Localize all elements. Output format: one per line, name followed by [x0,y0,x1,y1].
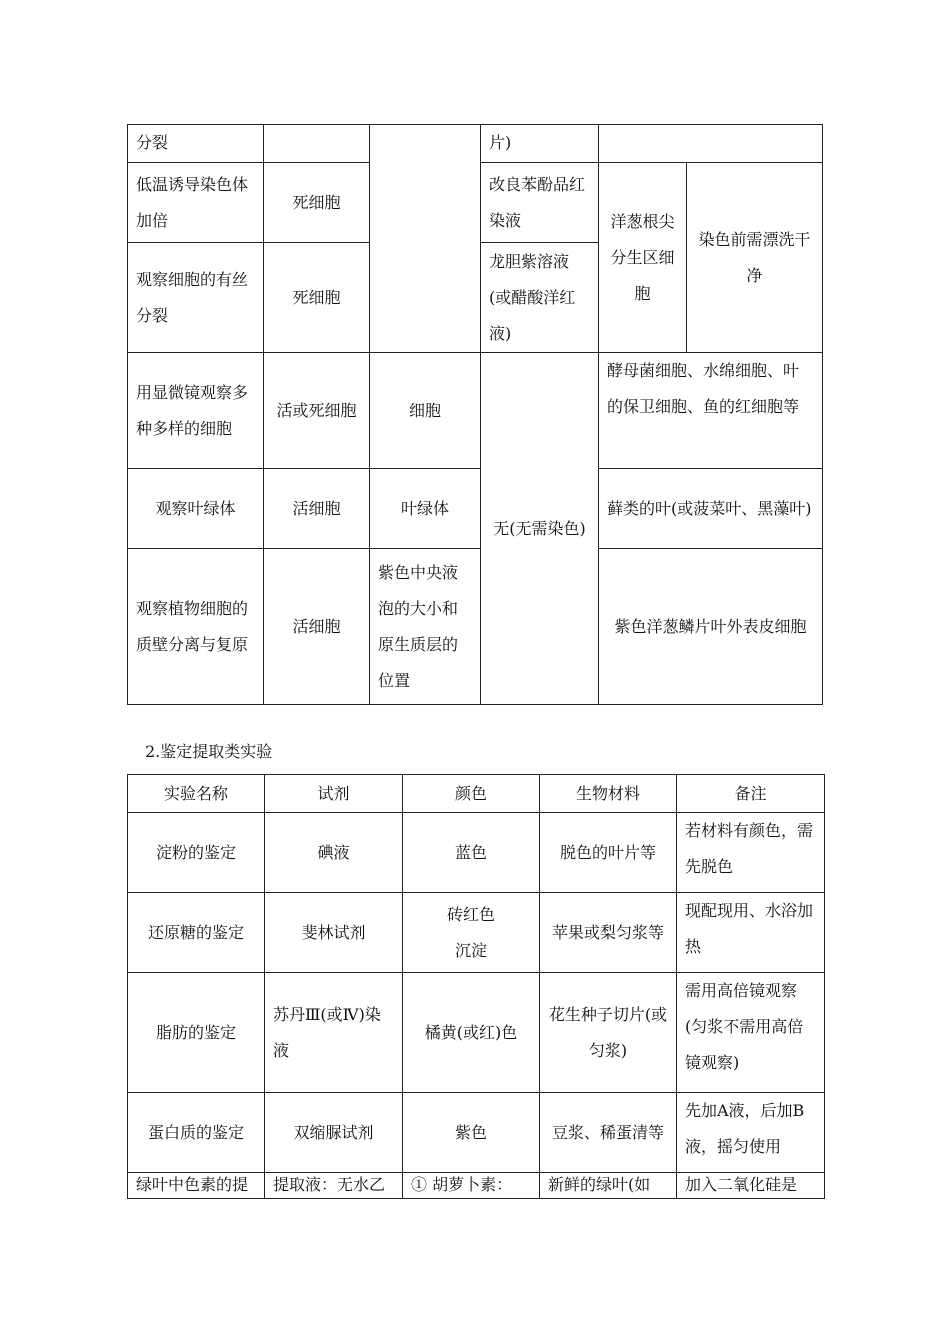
bio-material-cell: 紫色洋葱鳞片叶外表皮细胞 [599,549,823,705]
reagent-cell: 碘液 [265,813,403,893]
header-name: 实验名称 [128,775,265,813]
cell-state-cell: 死细胞 [264,163,370,243]
header-note: 备注 [677,775,825,813]
table-header-row [128,775,825,813]
note-cell: 染色前需漂洗干净 [687,163,823,353]
table-row [128,353,823,469]
bio-material-cell: 酵母菌细胞、水绵细胞、叶的保卫细胞、鱼的红细胞等 [599,353,823,469]
experiment-name-cell: 脂肪的鉴定 [128,973,265,1093]
color-cell: 砖红色沉淀 [403,893,540,973]
reagent-cell: 苏丹Ⅲ(或Ⅳ)染液 [265,973,403,1093]
experiment-name-cell: 用显微镜观察多种多样的细胞 [128,353,264,469]
table-row [128,813,825,893]
experiment-name-cell: 观察细胞的有丝分裂 [128,243,264,353]
reagent-cell: 斐林试剂 [265,893,403,973]
table-row [128,549,823,705]
cell-state-cell: 活细胞 [264,549,370,705]
note-cell: 先加A液，后加B液，摇匀使用 [677,1093,825,1173]
empty-cell [370,125,481,353]
cell-state-cell: 活或死细胞 [264,353,370,469]
header-bio-material: 生物材料 [540,775,677,813]
cell-state-cell: 死细胞 [264,243,370,353]
header-color: 颜色 [403,775,540,813]
note-cell: 若材料有颜色，需先脱色 [677,813,825,893]
empty-cell [264,125,370,163]
reagent-cell: 双缩脲试剂 [265,1093,403,1173]
experiment-name-cell: 分裂 [128,125,264,163]
table-row [128,893,825,973]
experiment-name-cell: 蛋白质的鉴定 [128,1093,265,1173]
color-cell: 紫色 [403,1093,540,1173]
experiment-name-cell: 还原糖的鉴定 [128,893,265,973]
reagent-cell: 提取液：无水乙 [265,1173,403,1199]
bio-material-cell: 新鲜的绿叶(如 [540,1173,677,1199]
observed-object-cell: 叶绿体 [370,469,481,549]
note-cell: 现配现用、水浴加热 [677,893,825,973]
table-row [128,469,823,549]
section-heading: 2.鉴定提取类实验 [145,742,273,761]
reagent-cell: 片) [481,125,599,163]
table-row [128,973,825,1093]
observed-object-cell: 细胞 [370,353,481,469]
bio-material-cell: 花生种子切片(或匀浆) [540,973,677,1093]
reagent-cell: 龙胆紫溶液(或醋酸洋红液) [481,243,599,353]
bio-material-cell: 苹果或梨匀浆等 [540,893,677,973]
color-cell: 蓝色 [403,813,540,893]
cell-state-cell: 活细胞 [264,469,370,549]
experiment-name-cell: 低温诱导染色体加倍 [128,163,264,243]
color-cell: 橘黄(或红)色 [403,973,540,1093]
note-cell: 需用高倍镜观察(匀浆不需用高倍镜观察) [677,973,825,1093]
observation-experiments-table [127,124,823,705]
note-cell: 加入二氧化硅是 [677,1173,825,1199]
observed-object-cell: 紫色中央液泡的大小和原生质层的位置 [370,549,481,705]
bio-material-cell: 洋葱根尖分生区细胞 [599,163,687,353]
empty-cell [599,125,823,163]
color-cell: ① 胡萝卜素： [403,1173,540,1199]
experiment-name-cell: 观察叶绿体 [128,469,264,549]
bio-material-cell: 脱色的叶片等 [540,813,677,893]
experiment-name-cell: 观察植物细胞的质壁分离与复原 [128,549,264,705]
bio-material-cell: 豆浆、稀蛋清等 [540,1093,677,1173]
table-row [128,1173,825,1199]
experiment-name-cell: 绿叶中色素的提 [128,1173,265,1199]
reagent-cell: 改良苯酚品红染液 [481,163,599,243]
reagent-cell: 无(无需染色) [481,353,599,705]
table-row [128,1093,825,1173]
bio-material-cell: 藓类的叶(或菠菜叶、黑藻叶) [599,469,823,549]
table-row [128,125,823,163]
header-reagent: 试剂 [265,775,403,813]
experiment-name-cell: 淀粉的鉴定 [128,813,265,893]
identification-experiments-table [127,774,825,1199]
